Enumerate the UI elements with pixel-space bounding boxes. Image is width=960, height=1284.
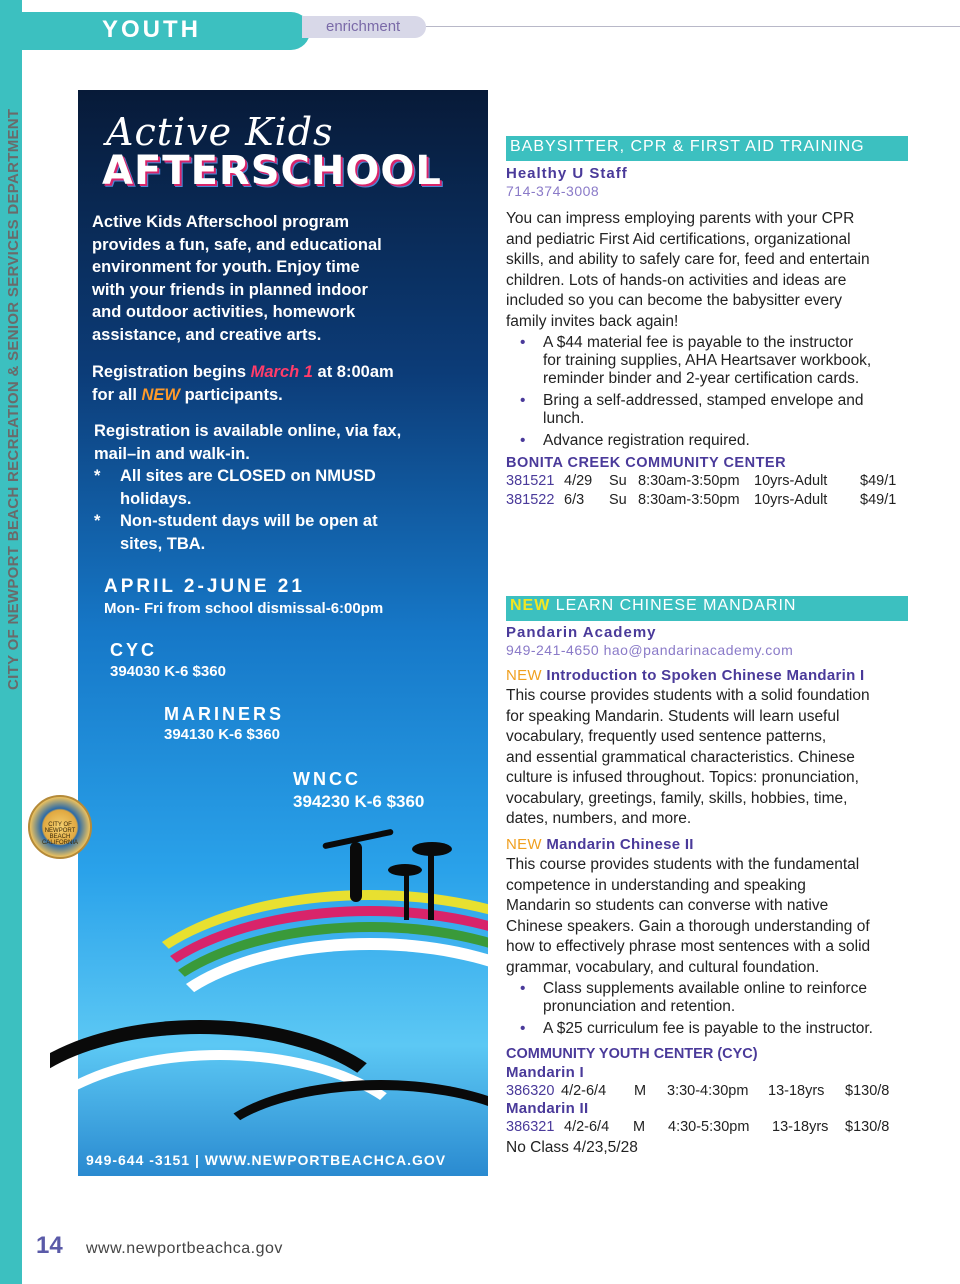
- course-title: NEW Mandarin Chinese II: [506, 836, 694, 853]
- poster-intro: Active Kids Afterschool program provides a fun, safe, and educational environment for youth. Enjoy time with your friends in planned indoor and outdoor activities, homework assistance, and creative arts.: [92, 213, 382, 344]
- site-info-wncc: 394230 K-6 $360: [293, 792, 425, 811]
- program-hours: Mon- Fri from school dismissal-6:00pm: [104, 600, 384, 617]
- site-name-wncc: WNCC: [293, 769, 361, 789]
- city-seal-text: CITY OF NEWPORT BEACH CALIFORNIA: [41, 822, 78, 846]
- poster-note: * All sites are CLOSED on NMUSD holidays.: [94, 467, 376, 508]
- course-description: This course provides students with the fundamental competence in understanding and speaking Mandarin so students can converse with native Chinese speakers. Gain a thorough understanding of how to effectively phrase most sentences with a solid grammar, vocabulary, and cultural foundation.: [506, 856, 871, 976]
- course-code[interactable]: 381521: [506, 473, 555, 489]
- program-dates: APRIL 2-JUNE 21: [104, 576, 305, 597]
- babysitter-venue: BONITA CREEK COMMUNITY CENTER: [506, 455, 787, 471]
- mandarin-contact: 949-241-4650 hao@pandarinacademy.com: [506, 642, 794, 658]
- poster-side-text: CITY OF NEWPORT BEACH RECREATION & SENIOR SERVICES DEPARTMENT: [5, 108, 22, 690]
- mandarin-heading: NEW LEARN CHINESE MANDARIN: [510, 597, 797, 614]
- poster-title-script: Active Kids: [106, 110, 334, 154]
- mandarin-bullet: • A $25 curriculum fee is payable to the instructor.: [520, 1020, 873, 1037]
- course-title: NEW Introduction to Spoken Chinese Mandarin I: [506, 667, 865, 684]
- babysitter-description: You can impress employing parents with your CPR and pediatric First Aid certifications, organizational skills, and ability to safely care for, feed and entertain children. Lots of hands-on activities and ideas are included so you can become the babysitter every family invites back again!: [506, 210, 870, 330]
- website-url[interactable]: www.newportbeachca.gov: [86, 1240, 283, 1257]
- poster-side-strip: [50, 90, 78, 1176]
- mandarin-org: Pandarin Academy: [506, 624, 657, 641]
- palm-leaves: [412, 842, 452, 856]
- course-code[interactable]: 386321: [506, 1119, 555, 1135]
- header-rule: [426, 26, 960, 27]
- mandarin-venue: COMMUNITY YOUTH CENTER (CYC): [506, 1046, 758, 1062]
- poster-footer: 949-644 -3151 | WWW.NEWPORTBEACHCA.GOV: [86, 1152, 447, 1168]
- band-rule: [506, 620, 908, 621]
- site-name-mariners: MARINERS: [164, 704, 285, 724]
- palm-leaves: [388, 864, 422, 876]
- subsection-title: enrichment: [326, 18, 401, 35]
- poster-registration: Registration begins March 1 at 8:00am for all NEW participants.: [92, 363, 394, 404]
- babysitter-bullet: • Advance registration required.: [520, 432, 750, 449]
- poster-title: AFTERSCHOOL: [102, 148, 442, 194]
- site-info-cyc: 394030 K-6 $360: [110, 663, 226, 680]
- babysitter-bullet: • Bring a self-addressed, stamped envelope and lunch.: [520, 392, 864, 427]
- course-description: This course provides students with a solid foundation for speaking Mandarin. Students will learn useful vocabulary, frequently used sentence patterns, and essential grammatical characteristics. Chinese culture is infused throughout. Topics: pronunciation, vocabulary, greetings, family, skills, hobbies, time, dates, numbers, and more.: [506, 687, 870, 827]
- course-code[interactable]: 386320: [506, 1083, 555, 1099]
- babysitter-phone: 714-374-3008: [506, 183, 600, 199]
- palm-tree-silhouette: [428, 850, 434, 920]
- babysitter-bullet: • A $44 material fee is payable to the instructor for training supplies, AHA Heartsaver workbook, reminder binder and 2-year certification cards.: [520, 334, 872, 387]
- babysitter-org: Healthy U Staff: [506, 165, 628, 182]
- band-rule: [506, 160, 908, 161]
- course-code[interactable]: 381522: [506, 492, 555, 508]
- palm-tree-silhouette: [404, 870, 409, 920]
- poster-note: * Non-student days will be open at sites, TBA.: [94, 512, 378, 553]
- class-name: Mandarin I: [506, 1064, 585, 1081]
- surfer-silhouette: [350, 842, 362, 902]
- poster-availability: Registration is available online, via fax, mail–in and walk-in.: [94, 422, 402, 463]
- class-name: Mandarin II: [506, 1100, 589, 1117]
- mandarin-bullet: • Class supplements available online to reinforce pronunciation and retention.: [520, 980, 867, 1015]
- site-name-cyc: CYC: [110, 640, 158, 660]
- no-class-note: No Class 4/23,5/28: [506, 1139, 638, 1156]
- page-number: 14: [36, 1232, 63, 1259]
- babysitter-heading: BABYSITTER, CPR & FIRST AID TRAINING: [510, 138, 865, 155]
- site-info-mariners: 394130 K-6 $360: [164, 726, 280, 743]
- section-title: YOUTH: [102, 16, 201, 43]
